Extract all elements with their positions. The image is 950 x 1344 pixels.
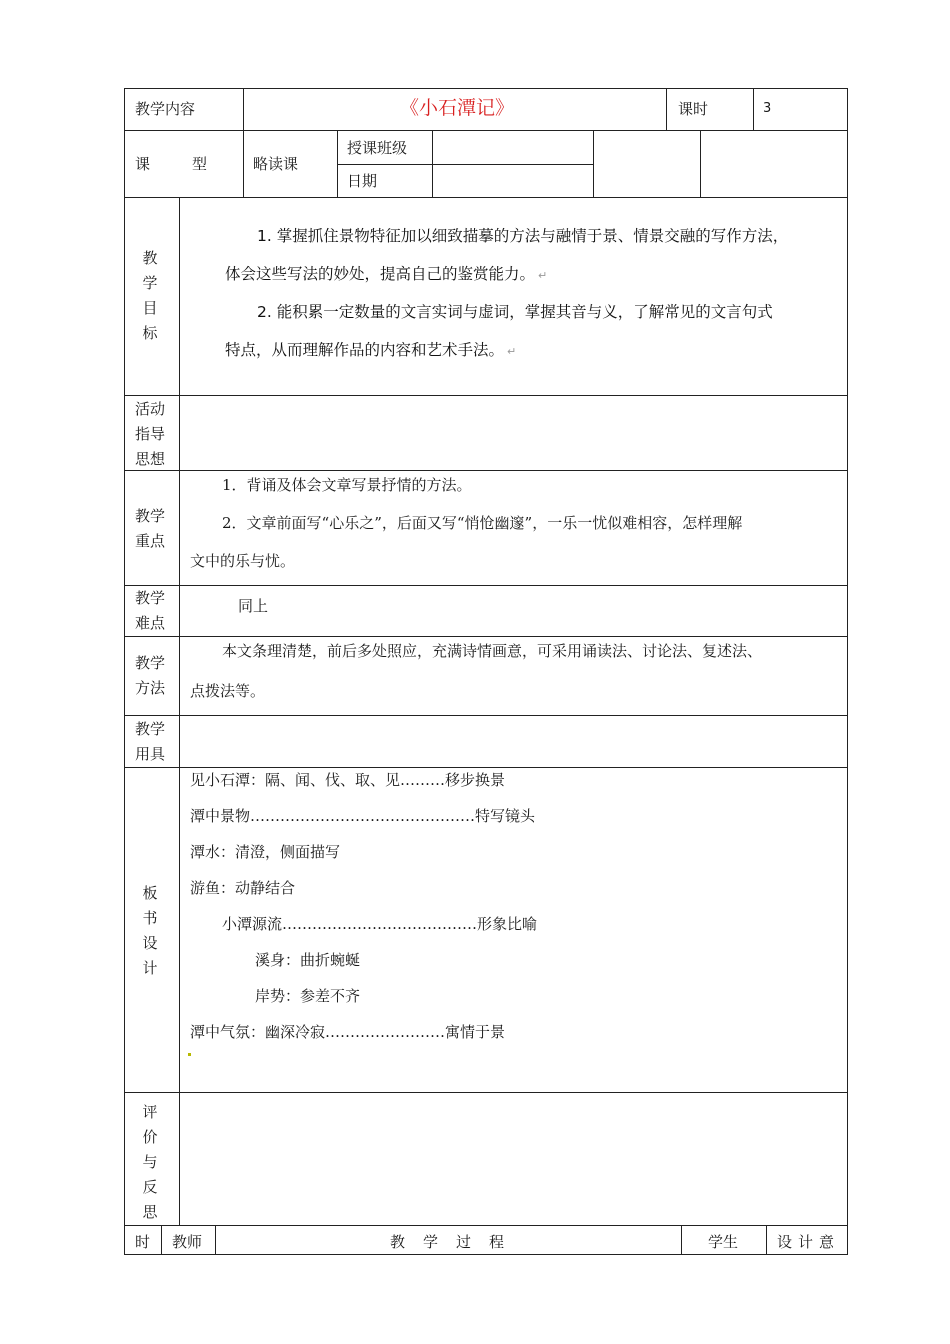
board-line: 见小石潭：隔、闻、伐、取、见………移步换景 — [190, 771, 506, 789]
type-value: 略读课 — [253, 155, 299, 173]
col-divider — [700, 130, 701, 197]
row-divider — [124, 767, 848, 768]
objective-line-3: 2. 能积累一定数量的文言实词与虚词，掌握其音与义，了解常见的文言句式 — [257, 303, 773, 321]
methods-line-1: 本文条理清楚，前后多处照应，充满诗情画意，可采用诵读法、讨论法、复述法、 — [222, 642, 763, 660]
board-line: 小潭源流…………………………………形象比喻 — [222, 915, 538, 933]
footer-border-bottom — [124, 1254, 848, 1255]
objective-line-2-text: 体会这些写法的妙处，提高自己的鉴赏能力。 — [225, 265, 536, 283]
board-line: 潭水：清澄，侧面描写 — [190, 843, 341, 861]
board-line: 岸势：参差不齐 — [255, 987, 361, 1005]
col-divider — [243, 88, 244, 197]
footer-student: 学生 — [708, 1233, 739, 1251]
table-border-right — [847, 88, 848, 1225]
footer-design: 设计意 — [777, 1233, 841, 1251]
key-point-line-3: 文中的乐与忧。 — [190, 552, 296, 570]
board-line: 溪身：曲折蜿蜒 — [255, 951, 361, 969]
period-value: 3 — [763, 101, 772, 116]
footer-process: 教学过程 — [390, 1233, 523, 1251]
col-divider — [753, 88, 754, 130]
return-mark-icon: ↵ — [507, 345, 517, 358]
date-label: 日期 — [347, 172, 378, 190]
board-line: 潭中气氛：幽深冷寂……………………寓情于景 — [190, 1023, 506, 1041]
key-point-line-1: 1．背诵及体会文章写景抒情的方法。 — [222, 476, 472, 494]
table-border-left — [124, 88, 125, 1225]
objective-line-1: 1. 掌握抓住景物特征加以细致描摹的方法与融情于景、情景交融的写作方法， — [257, 227, 789, 245]
row-divider — [124, 636, 848, 637]
footer-border-right — [847, 1225, 848, 1255]
label-col-divider — [179, 197, 180, 1225]
footer-col-divider — [215, 1225, 216, 1255]
difficulties-content: 同上 — [238, 597, 269, 615]
board-label: 板书设计 — [142, 884, 158, 977]
row-divider — [124, 395, 848, 396]
objective-line-4-text: 特点，从而理解作品的内容和艺术手法。 — [225, 341, 505, 359]
footer-col-divider — [681, 1225, 682, 1255]
methods-label: 教学方法 — [134, 654, 165, 697]
activity-label: 活动指导思想 — [134, 400, 165, 468]
footer-col-divider — [161, 1225, 162, 1255]
objectives-label: 教学目标 — [142, 249, 158, 342]
footer-col-divider — [766, 1225, 767, 1255]
objective-line-4 — [225, 340, 516, 362]
methods-line-2: 点拨法等。 — [190, 682, 266, 700]
objective-line-2 — [225, 264, 547, 286]
tools-label: 教学用具 — [134, 720, 165, 763]
type-label: 课 型 — [135, 155, 212, 173]
row-divider — [124, 130, 848, 131]
key-points-label: 教学重点 — [134, 507, 165, 550]
lesson-title: 《小石潭记》 — [400, 97, 515, 119]
difficulties-label: 教学难点 — [134, 589, 165, 632]
key-point-line-2: 2．文章前面写“心乐之”，后面又写“悄怆幽邃”，一乐一忧似难相容，怎样理解 — [222, 514, 743, 532]
stray-mark — [188, 1053, 191, 1056]
period-label: 课时 — [678, 100, 709, 118]
return-mark-icon: ↵ — [538, 269, 548, 282]
footer-time: 时 — [135, 1233, 151, 1251]
row-divider — [124, 715, 848, 716]
class-label: 授课班级 — [347, 139, 408, 157]
col-divider — [666, 88, 667, 130]
row-divider — [124, 470, 848, 471]
footer-border-left — [124, 1225, 125, 1255]
row-divider — [337, 164, 594, 165]
row-divider — [124, 585, 848, 586]
row-divider — [124, 1225, 848, 1226]
reflection-label: 评价与反思 — [142, 1103, 158, 1221]
board-line: 潭中景物………………………………………特写镜头 — [190, 807, 536, 825]
row-divider — [124, 197, 848, 198]
table-border-top — [124, 88, 848, 89]
content-label: 教学内容 — [135, 100, 196, 118]
board-line: 游鱼：动静结合 — [190, 879, 296, 897]
row-divider — [124, 1092, 848, 1093]
footer-teacher: 教师 — [172, 1233, 203, 1251]
